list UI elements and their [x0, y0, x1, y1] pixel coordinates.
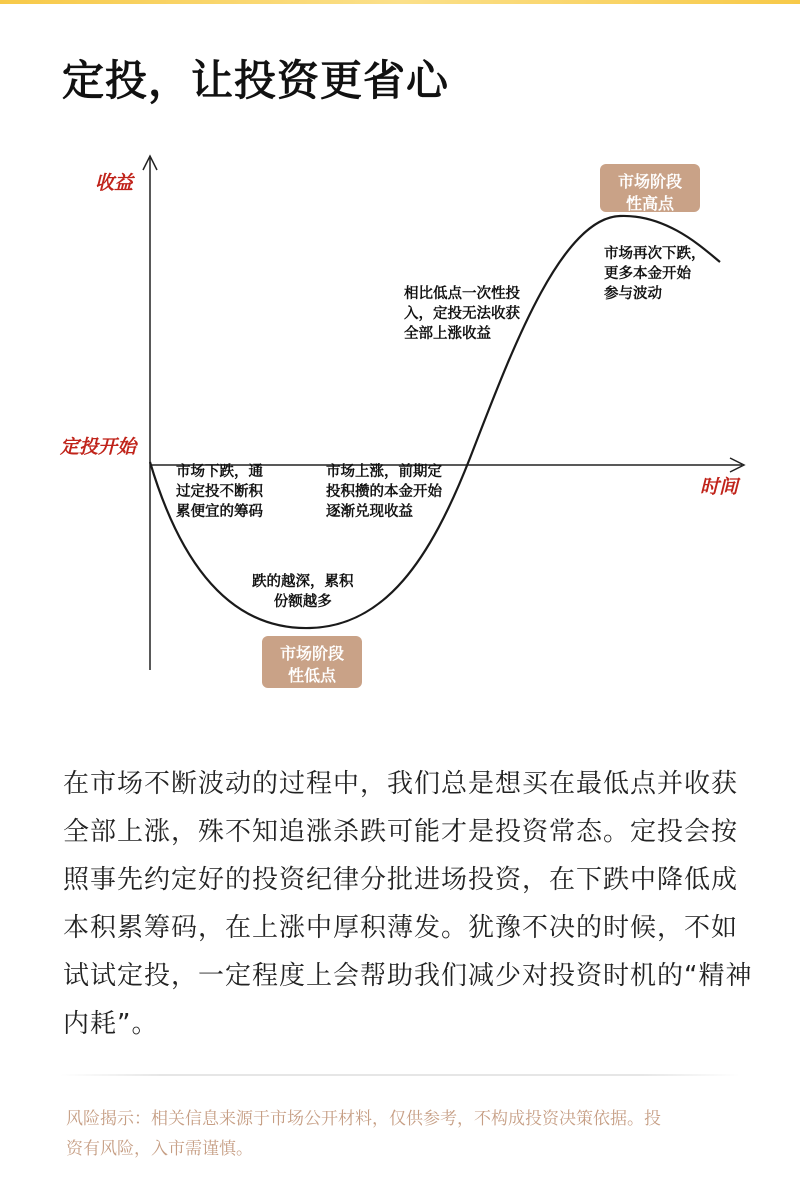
note-deeper: 跌的越深，累积 份额越多	[252, 573, 354, 610]
x-axis-label: 时间	[700, 476, 739, 498]
risk-disclaimer: 风险揭示：相关信息来源于市场公开材料，仅供参考，不构成投资决策依据。投资有风险，入市需谨慎。	[66, 1109, 661, 1159]
note-fall-again: 市场再次下跌， 更多本金开始 参与波动	[604, 245, 706, 302]
start-label: 定投开始	[60, 436, 137, 458]
diagram-svg	[0, 140, 800, 720]
page-title: 定投，让投资更省心	[62, 56, 450, 105]
note-compare: 相比低点一次性投 入，定投无法收获 全部上涨收益	[404, 285, 520, 342]
section-divider	[60, 1074, 740, 1076]
y-axis-label: 收益	[95, 172, 134, 194]
investment-cycle-diagram	[0, 140, 800, 720]
top-accent-bar	[0, 0, 800, 4]
badge-market-high: 市场阶段 性高点	[600, 164, 700, 212]
note-decline: 市场下跌，通 过定投不断积 累便宜的筹码	[176, 463, 263, 520]
note-rise: 市场上涨，前期定 投积攒的本金开始 逐渐兑现收益	[326, 463, 442, 520]
badge-market-low: 市场阶段 性低点	[262, 636, 362, 688]
body-paragraph: 在市场不断波动的过程中，我们总是想买在最低点并收获全部上涨，殊不知追涨杀跌可能才是投资常态。定投会按照事先约定好的投资纪律分批进场投资，在下跌中降低成本积累筹码，在上涨中厚积薄发。犹豫不决的时候，不如试试定投，一定程度上会帮助我们减少对投资时机的“精神内耗”。	[63, 769, 753, 1039]
